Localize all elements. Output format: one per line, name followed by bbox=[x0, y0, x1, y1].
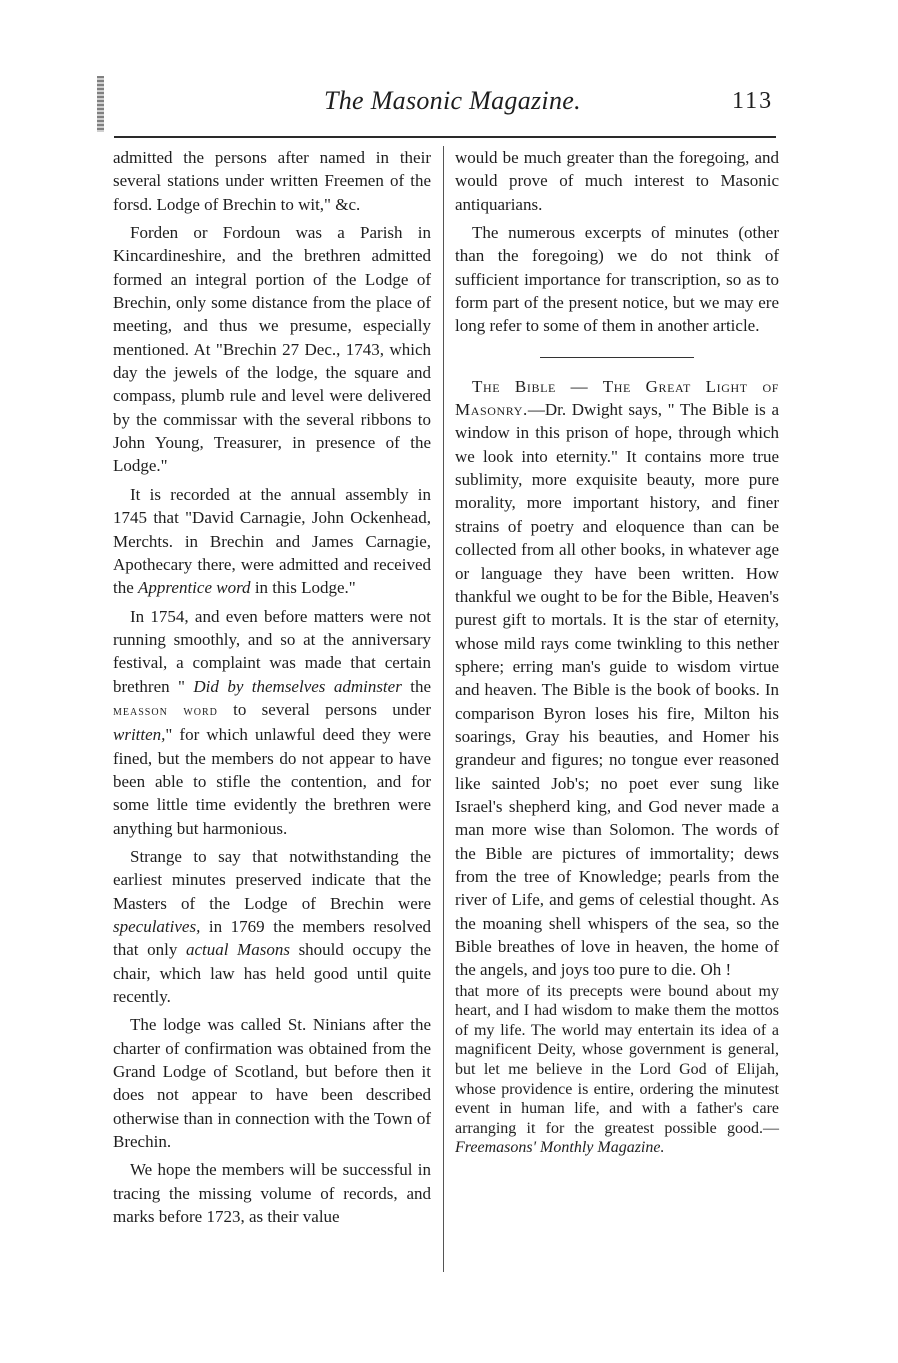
text-run: the bbox=[401, 676, 432, 696]
emphasis: Apprentice word bbox=[138, 578, 251, 598]
paragraph bbox=[113, 483, 431, 600]
paragraph: The lodge was called St. Ninians after the charter of confirmation was obtained from the Grand Lodge of Scotland, but before then it does not appear to have been described otherwise than in connection with the Town of Brechin. bbox=[113, 1015, 431, 1152]
small-caps-term: measson word bbox=[113, 703, 218, 719]
column-divider bbox=[443, 146, 444, 1272]
text-run: Strange to say that notwithstanding the earliest minutes preserved indicate that the Masters of the Lodge of Brechin were bbox=[113, 846, 431, 913]
text-run: in 1769 the members resolved that only bbox=[113, 917, 431, 960]
text-run: that more of its precepts were bound about my heart, and I had wisdom to make them the mottos of my life. The world may entertain its idea of a magnificent Deity, whose government is general, but let me believe in the Lord God of Elijah, whose providence is entire, ordering the minutest event in human life, and with a father's care arranging it for the greatest possible good.— bbox=[455, 982, 779, 1137]
paragraph bbox=[113, 605, 431, 840]
page-number: 113 bbox=[732, 88, 774, 114]
emphasis: actual Masons bbox=[185, 940, 290, 960]
emphasis: speculatives, bbox=[113, 917, 201, 936]
article-paragraph bbox=[455, 375, 779, 982]
text-run: to several persons under bbox=[217, 699, 431, 719]
paragraph: would be much greater than the foregoing, and would prove of much interest to Masonic antiquarians. bbox=[455, 148, 779, 214]
running-header-title: The Masonic Magazine. bbox=[324, 86, 581, 115]
paragraph: Forden or Fordoun was a Parish in Kincardineshire, and the brethren admitted formed an integral portion of the Lodge of Brechin, only some distance from the place of meeting, and thus we presume, especially mentioned. At "Brechin 27 Dec., 1743, which day the jewels of the lodge, the square and compass, plumb rule and level were delivered by the commissar with the several ribbons to John Young, Treasurer, in presence of the Lodge." bbox=[113, 223, 431, 476]
emphasis: Did by themselves adminster bbox=[193, 676, 402, 696]
text-run: It is recorded at the annual assembly in 1745 that "David Carnagie, John Ockenhead, Merchts. in Brechin and James Carnagie, Apothecary there, were admitted and received the bbox=[113, 484, 431, 598]
article-source: Freemasons' Monthly Magazine. bbox=[455, 1139, 665, 1157]
text-run: In 1754, and even before matters were not running smoothly, and so at the anniversary festival, a complaint was made that certain brethren " bbox=[113, 606, 431, 696]
paragraph: We hope the members will be successful in tracing the missing volume of records, and marks before 1723, as their value bbox=[113, 1160, 431, 1227]
right-column bbox=[455, 146, 779, 1158]
paragraph: admitted the persons after named in their several stations under written Freemen of the forsd. Lodge of Brechin to wit," &c. bbox=[113, 148, 431, 214]
text-run: " for which unlawful deed they were fined, but the members do not appear to have been able to stifle the contention, and for some little time evidently the brethren were anything but harmonious. bbox=[113, 725, 431, 838]
text-run: should occupy the chair, which law has held good until quite recently. bbox=[113, 940, 431, 1007]
article-paragraph-continued bbox=[455, 982, 779, 1158]
left-column bbox=[113, 146, 431, 1228]
page-edge-mark bbox=[97, 76, 104, 132]
article-heading: The Bible — The Great Light of Masonry. bbox=[455, 376, 779, 420]
text-run: —Dr. Dwight says, " The Bible is a window in this prison of hope, through which we look into eternity." It contains more true sublimity, more exquisite beauty, more pure morality, more important history, and finer strains of poetry and eloquence than can be collected from all other books, in whatever age or language they have been written. How thankful we ought to be for the Bible, Heaven's purest gift to mortals. It is the star of eternity, whose mild rays come twinkling to this nether sphere; erring man's guide to wisdom virtue and heaven. The Bible is the book of books. In comparison Byron loses his fire, Milton his soarings, Gray his beauties, and Homer his grandeur and figures; no tongue ever reasoned like sainted Job's; no poet ever sung like Israel's shepherd king, and God never made a man more wise than Solomon. The words of the Bible are pictures of immortality; dews from the tree of Knowledge; pearls from the river of Life, and gems of celestial thought. As the moaning shell whispers of the sea, so the Bible breathes of love in heaven, the home of the angels, and joys too pure to die. Oh ! bbox=[455, 400, 779, 980]
paragraph bbox=[113, 845, 431, 1008]
section-separator bbox=[540, 357, 694, 358]
paragraph: The numerous excerpts of minutes (other than the foregoing) we do not think of sufficient importance for transcription, so as to form part of the present notice, but we may ere long refer to some of them in another article. bbox=[455, 223, 779, 336]
emphasis: written, bbox=[113, 725, 166, 745]
header-rule bbox=[114, 136, 776, 138]
text-run: in this Lodge." bbox=[250, 578, 356, 598]
